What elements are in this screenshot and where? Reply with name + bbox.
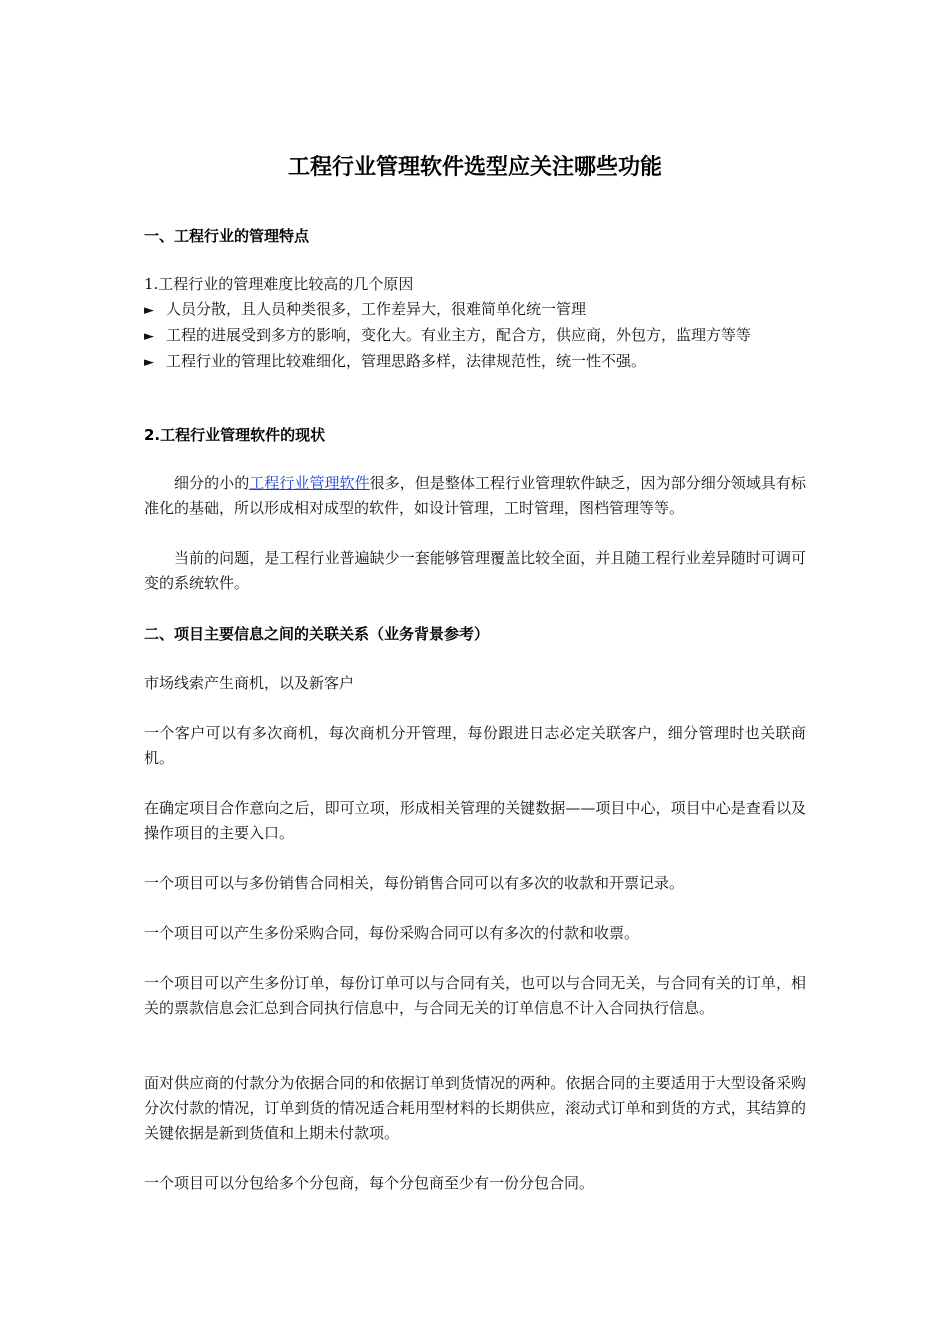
subsection-heading-software-status: 2.工程行业管理软件的现状	[144, 426, 326, 444]
bullet-text: 工程行业的管理比较难细化，管理思路多样，法律规范性，统一性不强。	[166, 352, 647, 370]
right-pointer-icon: ►	[144, 329, 154, 344]
relation-paragraph: 在确定项目合作意向之后，即可立项，形成相关管理的关键数据——项目中心，项目中心是查看以及操作项目的主要入口。	[144, 799, 806, 842]
relation-paragraph: 市场线索产生商机，以及新客户	[144, 674, 355, 692]
para-text: 细分的小的	[174, 474, 250, 492]
document-title: 工程行业管理软件选型应关注哪些功能	[287, 155, 662, 180]
relation-paragraph: 一个项目可以与多份销售合同相关，每份销售合同可以有多次的收款和开票记录。	[144, 874, 685, 892]
software-status-paragraph	[144, 471, 806, 521]
relation-paragraph: 一个项目可以产生多份采购合同，每份采购合同可以有多次的付款和收票。	[144, 924, 640, 942]
relation-paragraph: 一个项目可以产生多份订单，每份订单可以与合同有关，也可以与合同无关，与合同有关的订单，相关的票款信息会汇总到合同执行信息中，与合同无关的订单信息不计入合同执行信息。	[144, 974, 806, 1017]
relation-paragraph: 一个项目可以分包给多个分包商，每个分包商至少有一份分包合同。	[144, 1174, 595, 1192]
current-problem-paragraph: 当前的问题，是工程行业普遍缺少一套能够管理覆盖比较全面，并且随工程行业差异随时可调可变的系统软件。	[144, 549, 806, 592]
bullet-text: 人员分散，且人员种类很多，工作差异大，很难简单化统一管理	[166, 300, 587, 318]
bullet-item	[144, 349, 806, 375]
right-pointer-icon: ►	[144, 303, 154, 318]
subsection-title-reasons: 1.工程行业的管理难度比较高的几个原因	[144, 275, 414, 293]
right-pointer-icon: ►	[144, 355, 154, 370]
bullet-item	[144, 323, 806, 349]
bullet-text: 工程的进展受到多方的影响，变化大。有业主方，配合方，供应商，外包方，监理方等等	[166, 326, 752, 344]
reasons-block	[144, 272, 806, 375]
relation-paragraph: 面对供应商的付款分为依据合同的和依据订单到货情况的两种。依据合同的主要适用于大型设备采购分次付款的情况，订单到货的情况适合耗用型材料的长期供应，滚动式订单和到货的方式，其结算的关键依据是新到货值和上期未付款项。	[144, 1074, 806, 1142]
relation-paragraph: 一个客户可以有多次商机，每次商机分开管理，每份跟进日志必定关联客户，细分管理时也关联商机。	[144, 724, 806, 767]
section-heading-project-relations: 二、项目主要信息之间的关联关系（业务背景参考）	[144, 625, 490, 643]
para-text: 很多，但是整体工程行业管理软件缺乏，因为部分细分领域具有标准化的基础，所以形成相对成型的软件，如设计管理，工时管理，图档管理等等。	[144, 474, 806, 517]
section-heading-management-features: 一、工程行业的管理特点	[144, 227, 310, 245]
bullet-item	[144, 297, 806, 323]
software-link[interactable]: 工程行业管理软件	[249, 474, 370, 492]
